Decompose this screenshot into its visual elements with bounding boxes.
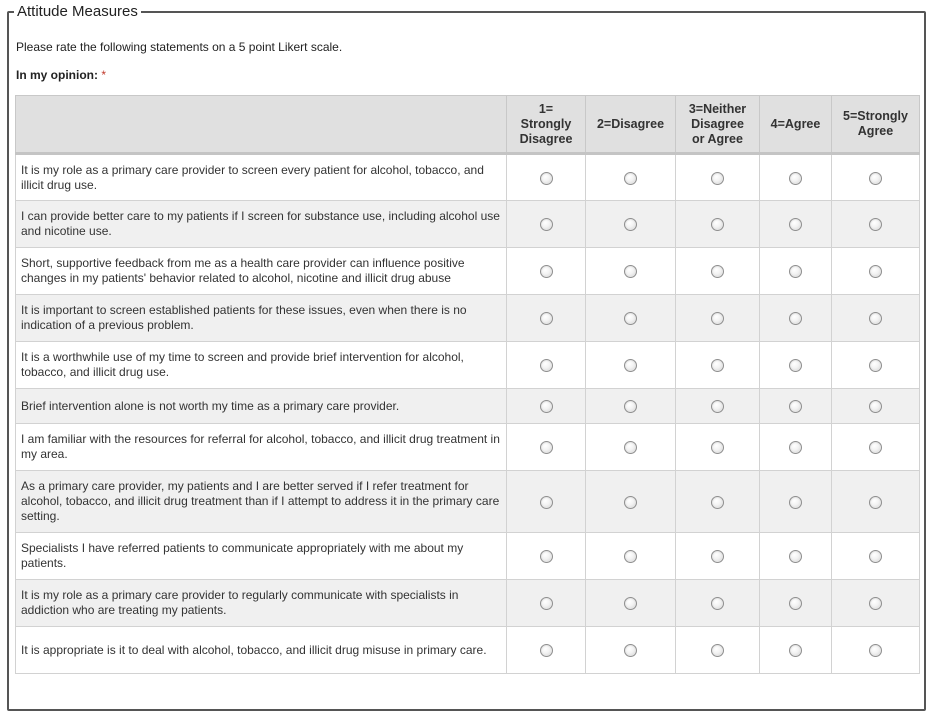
option-cell-agree — [760, 201, 832, 248]
option-cell-disagree — [586, 154, 676, 201]
statement-text: It is my role as a primary care provider to screen every patient for alcohol, tobacco, and illicit drug use. — [16, 154, 507, 201]
header-line: or Agree — [692, 131, 743, 146]
radio-agree[interactable] — [789, 218, 802, 231]
radio-neither[interactable] — [711, 312, 724, 325]
statement-row — [16, 580, 920, 627]
radio-strongly-disagree[interactable] — [540, 218, 553, 231]
option-cell-agree — [760, 471, 832, 533]
statement-text: It is important to screen established patients for these issues, even when there is no indication of a previous problem. — [16, 295, 507, 342]
radio-strongly-agree[interactable] — [869, 218, 882, 231]
option-cell-neither — [676, 424, 760, 471]
radio-neither[interactable] — [711, 359, 724, 372]
option-cell-agree — [760, 295, 832, 342]
option-cell-strongly-agree — [832, 154, 920, 201]
statement-row — [16, 342, 920, 389]
header-line: 1= — [538, 101, 554, 116]
option-cell-disagree — [586, 627, 676, 674]
option-cell-strongly-disagree — [507, 424, 586, 471]
radio-disagree[interactable] — [624, 265, 637, 278]
header-line: Disagree — [519, 131, 573, 146]
option-cell-strongly-disagree — [507, 627, 586, 674]
radio-strongly-agree[interactable] — [869, 172, 882, 185]
radio-disagree[interactable] — [624, 218, 637, 231]
option-cell-agree — [760, 248, 832, 295]
statement-text: I am familiar with the resources for referral for alcohol, tobacco, and illicit drug treatment in my area. — [16, 424, 507, 471]
radio-strongly-disagree[interactable] — [540, 644, 553, 657]
radio-strongly-agree[interactable] — [869, 400, 882, 413]
statement-row — [16, 471, 920, 533]
header-neither — [676, 96, 760, 154]
option-cell-strongly-disagree — [507, 154, 586, 201]
statement-text: As a primary care provider, my patients and I are better served if I refer treatment for alcohol, tobacco, and illicit drug treatment than if I attempt to address it in the primary care setting. — [16, 471, 507, 533]
radio-strongly-agree[interactable] — [869, 441, 882, 454]
option-cell-neither — [676, 154, 760, 201]
option-cell-disagree — [586, 389, 676, 424]
radio-agree[interactable] — [789, 644, 802, 657]
likert-body — [16, 154, 920, 674]
radio-agree[interactable] — [789, 400, 802, 413]
option-cell-disagree — [586, 424, 676, 471]
option-cell-disagree — [586, 580, 676, 627]
radio-agree[interactable] — [789, 496, 802, 509]
option-cell-disagree — [586, 295, 676, 342]
radio-neither[interactable] — [711, 496, 724, 509]
radio-strongly-agree[interactable] — [869, 644, 882, 657]
header-disagree — [586, 96, 676, 154]
radio-neither[interactable] — [711, 550, 724, 563]
radio-strongly-agree[interactable] — [869, 496, 882, 509]
radio-neither[interactable] — [711, 218, 724, 231]
radio-strongly-disagree[interactable] — [540, 550, 553, 563]
option-cell-strongly-agree — [832, 627, 920, 674]
option-cell-agree — [760, 424, 832, 471]
option-cell-strongly-disagree — [507, 248, 586, 295]
option-cell-agree — [760, 627, 832, 674]
radio-disagree[interactable] — [624, 312, 637, 325]
radio-strongly-disagree[interactable] — [540, 265, 553, 278]
radio-neither[interactable] — [711, 265, 724, 278]
statement-text: Brief intervention alone is not worth my time as a primary care provider. — [16, 389, 507, 424]
radio-strongly-agree[interactable] — [869, 265, 882, 278]
radio-strongly-disagree[interactable] — [540, 441, 553, 454]
option-cell-strongly-disagree — [507, 295, 586, 342]
radio-disagree[interactable] — [624, 597, 637, 610]
radio-neither[interactable] — [711, 441, 724, 454]
option-cell-disagree — [586, 201, 676, 248]
header-strongly-agree — [832, 96, 920, 154]
option-cell-strongly-agree — [832, 389, 920, 424]
radio-strongly-disagree[interactable] — [540, 312, 553, 325]
statement-row — [16, 627, 920, 674]
radio-disagree[interactable] — [624, 359, 637, 372]
option-cell-agree — [760, 154, 832, 201]
option-cell-agree — [760, 389, 832, 424]
radio-agree[interactable] — [789, 312, 802, 325]
option-cell-neither — [676, 295, 760, 342]
option-cell-agree — [760, 342, 832, 389]
header-line: Strongly — [520, 116, 572, 131]
radio-strongly-disagree[interactable] — [540, 400, 553, 413]
option-cell-neither — [676, 580, 760, 627]
instructions-text: Please rate the following statements on a 5 point Likert scale. — [16, 40, 343, 54]
header-strongly-disagree — [507, 96, 586, 154]
radio-disagree[interactable] — [624, 496, 637, 509]
statement-row — [16, 154, 920, 201]
statement-row — [16, 201, 920, 248]
option-cell-strongly-agree — [832, 580, 920, 627]
radio-neither[interactable] — [711, 597, 724, 610]
option-cell-strongly-agree — [832, 295, 920, 342]
statement-row — [16, 533, 920, 580]
statement-text: It is appropriate is it to deal with alcohol, tobacco, and illicit drug misuse in primary care. — [16, 627, 507, 674]
option-cell-strongly-disagree — [507, 389, 586, 424]
option-cell-strongly-agree — [832, 533, 920, 580]
radio-strongly-agree[interactable] — [869, 597, 882, 610]
radio-agree[interactable] — [789, 359, 802, 372]
option-cell-disagree — [586, 248, 676, 295]
radio-strongly-agree[interactable] — [869, 312, 882, 325]
statement-text: Specialists I have referred patients to communicate appropriately with me about my patients. — [16, 533, 507, 580]
statement-text: It is a worthwhile use of my time to screen and provide brief intervention for alcohol, tobacco, and illicit drug use. — [16, 342, 507, 389]
radio-disagree[interactable] — [624, 644, 637, 657]
radio-agree[interactable] — [789, 597, 802, 610]
statement-row — [16, 424, 920, 471]
option-cell-neither — [676, 471, 760, 533]
radio-strongly-disagree[interactable] — [540, 597, 553, 610]
option-cell-strongly-disagree — [507, 201, 586, 248]
option-cell-disagree — [586, 471, 676, 533]
header-line: Agree — [857, 124, 894, 138]
question-label — [16, 68, 106, 82]
radio-agree[interactable] — [789, 172, 802, 185]
radio-agree[interactable] — [789, 441, 802, 454]
option-cell-neither — [676, 342, 760, 389]
statement-header — [16, 96, 507, 154]
option-cell-strongly-agree — [832, 201, 920, 248]
option-cell-strongly-agree — [832, 424, 920, 471]
option-cell-neither — [676, 389, 760, 424]
option-cell-strongly-disagree — [507, 342, 586, 389]
statement-text: It is my role as a primary care provider to regularly communicate with specialists in addiction who are treating my patients. — [16, 580, 507, 627]
option-cell-strongly-agree — [832, 342, 920, 389]
radio-strongly-agree[interactable] — [869, 359, 882, 372]
radio-neither[interactable] — [711, 400, 724, 413]
header-line: 4=Agree — [770, 116, 821, 131]
radio-agree[interactable] — [789, 550, 802, 563]
option-cell-strongly-agree — [832, 248, 920, 295]
option-cell-disagree — [586, 342, 676, 389]
header-row — [16, 96, 920, 154]
option-cell-neither — [676, 533, 760, 580]
header-line: 3=Neither — [688, 101, 747, 116]
radio-strongly-agree[interactable] — [869, 550, 882, 563]
header-agree — [760, 96, 832, 154]
option-cell-neither — [676, 248, 760, 295]
option-cell-neither — [676, 201, 760, 248]
statement-row — [16, 248, 920, 295]
statement-row — [16, 389, 920, 424]
radio-disagree[interactable] — [624, 400, 637, 413]
header-line: 2=Disagree — [596, 116, 665, 131]
statement-text: Short, supportive feedback from me as a health care provider can influence positive changes in my patients' behavior related to alcohol, nicotine and illicit drug abuse — [16, 248, 507, 295]
radio-neither[interactable] — [711, 172, 724, 185]
option-cell-strongly-disagree — [507, 580, 586, 627]
option-cell-strongly-disagree — [507, 533, 586, 580]
radio-strongly-disagree[interactable] — [540, 359, 553, 372]
option-cell-disagree — [586, 533, 676, 580]
radio-strongly-disagree[interactable] — [540, 496, 553, 509]
option-cell-neither — [676, 627, 760, 674]
question-label-text: In my opinion: — [16, 68, 98, 82]
section-legend: Attitude Measures — [14, 3, 141, 21]
radio-disagree[interactable] — [624, 441, 637, 454]
header-line: Disagree — [691, 116, 744, 131]
radio-strongly-disagree[interactable] — [540, 172, 553, 185]
radio-disagree[interactable] — [624, 172, 637, 185]
option-cell-agree — [760, 533, 832, 580]
option-cell-strongly-disagree — [507, 471, 586, 533]
radio-disagree[interactable] — [624, 550, 637, 563]
option-cell-agree — [760, 580, 832, 627]
statement-row — [16, 295, 920, 342]
radio-agree[interactable] — [789, 265, 802, 278]
option-cell-strongly-agree — [832, 471, 920, 533]
statement-text: I can provide better care to my patients if I screen for substance use, including alcohol use and nicotine use. — [16, 201, 507, 248]
header-line: 5=Strongly — [843, 109, 908, 123]
likert-matrix — [15, 95, 920, 674]
radio-neither[interactable] — [711, 644, 724, 657]
required-marker: * — [101, 68, 107, 82]
